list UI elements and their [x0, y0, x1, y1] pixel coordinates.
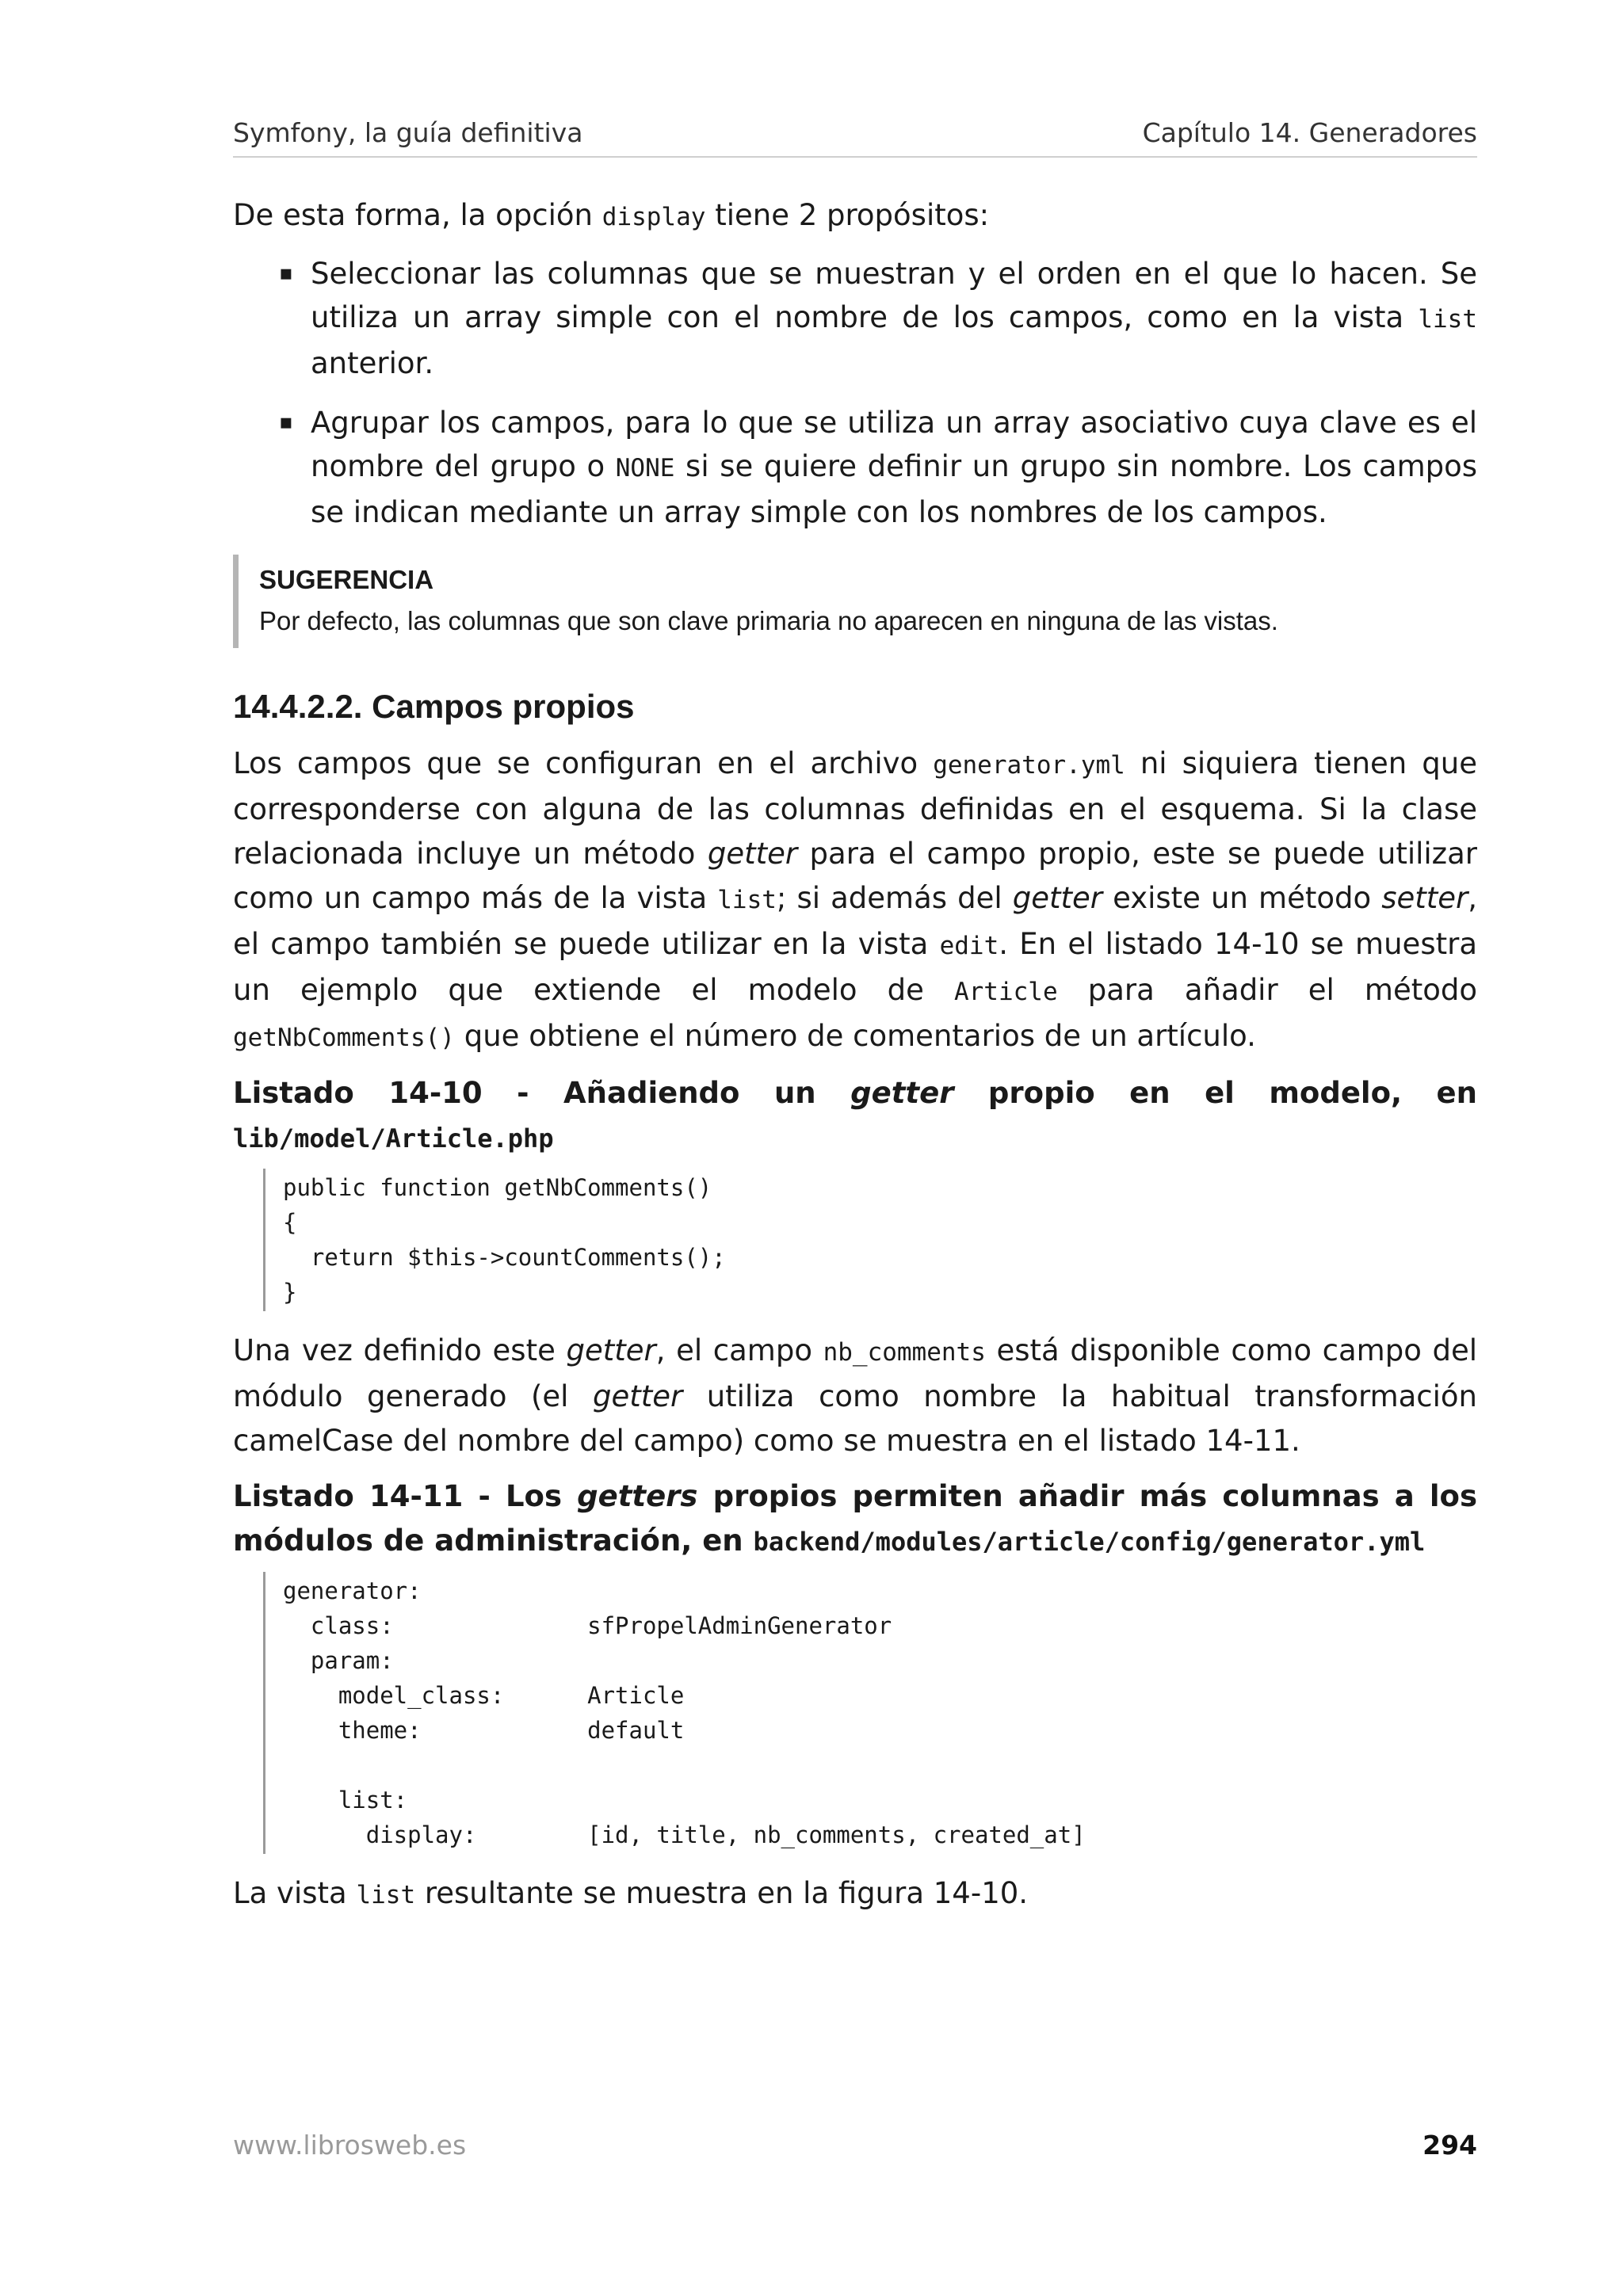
list-item-code: list [1418, 305, 1477, 334]
code-block-14-10 [263, 1169, 1477, 1311]
para-text: Los campos que se configuran en el archivo [233, 746, 934, 780]
code-line: display: [id, title, nb_comments, created_at] [283, 1821, 1086, 1848]
para-text: ni siquiera tienen que corresponderse con alguna de las columnas definidas en el esquema. Si la clase relacionada incluye un método [233, 746, 1477, 871]
para-emphasis: getter [566, 1333, 656, 1367]
page-header [233, 117, 1477, 158]
code-line: list: [283, 1787, 408, 1814]
para-text: que obtiene el número de comentarios de un artículo. [454, 1019, 1256, 1053]
list-item-text: Agrupar los campos, para lo que se utiliza un array asociativo cuya clave es el nombre del grupo o [311, 406, 1477, 483]
section-heading: 14.4.2.2. Campos propios [233, 688, 635, 725]
para-code: Article [953, 978, 1058, 1006]
intro-code-display: display [601, 203, 706, 231]
intro-text-1: De esta forma, la opción [233, 198, 602, 232]
para-emphasis: setter [1381, 881, 1468, 915]
listing-title-emphasis: getters [577, 1479, 698, 1513]
list-item-text: anterior. [311, 346, 434, 380]
tip-title: SUGERENCIA [259, 565, 434, 594]
para-text: , el campo también se puede utilizar en la vista [233, 881, 1478, 961]
chapter-title: Capítulo 14. Generadores [1142, 117, 1477, 148]
para-text: existe un método [1102, 881, 1382, 915]
tip-text: Por defecto, las columnas que son clave primaria no aparecen en ninguna de las vistas. [259, 606, 1278, 635]
list-item [279, 401, 1478, 534]
para-code: list [356, 1881, 416, 1909]
para-code: edit [939, 932, 999, 960]
para-text: Una vez definido este [233, 1333, 567, 1367]
para-text: La vista [233, 1876, 357, 1910]
result-paragraph [233, 1871, 1477, 1917]
code-line: theme: default [283, 1717, 685, 1744]
list-item [279, 252, 1477, 385]
page-content [233, 193, 1477, 1917]
listing-title-text: Listado 14-10 - Añadiendo un [233, 1076, 851, 1110]
list-item-text: si se quiere definir un grupo sin nombre. Los campos se indican mediante un array simple con los nombres de los campos. [311, 449, 1478, 529]
code-block-14-11 [263, 1572, 1477, 1854]
code-line: return $this->countComments(); [283, 1244, 726, 1271]
bullet-square-icon: ▪ [279, 261, 293, 285]
list-item-code: NONE [615, 454, 675, 482]
code-line: public function getNbComments() [283, 1174, 712, 1201]
list-item-text: Seleccionar las columnas que se muestran y el orden en el que lo hacen. Se utiliza un array simple con el nombre de los campos, como en la vista [311, 257, 1477, 334]
page-number: 294 [1423, 2130, 1477, 2161]
para-code: getNbComments() [233, 1024, 455, 1052]
book-title: Symfony, la guía definitiva [233, 117, 583, 148]
tip-box [233, 555, 1477, 648]
para-text: utiliza como nombre la habitual transformación camelCase del nombre del campo) como se muestra en el listado 14-11. [233, 1379, 1477, 1458]
code-line: } [283, 1279, 297, 1306]
code-line [283, 1748, 1477, 1783]
para-text: . En el listado 14-10 se muestra un ejemplo que extiende el modelo de [233, 927, 1477, 1007]
listing-14-10-title [233, 1071, 1477, 1161]
custom-fields-paragraph [233, 742, 1477, 1060]
listing-title-code: backend/modules/article/config/generator.yml [753, 1527, 1426, 1557]
para-code: nb_comments [823, 1338, 986, 1367]
bullet-square-icon: ▪ [279, 410, 293, 434]
listing-title-text: propios permiten añadir más columnas a los módulos de administración, en [233, 1479, 1477, 1558]
listing-title-text: Listado 14-11 - Los [233, 1479, 578, 1513]
para-text: para añadir el método [1057, 973, 1477, 1007]
listing-title-text: propio en el modelo, en [953, 1076, 1477, 1110]
code-line: param: [283, 1647, 394, 1674]
intro-paragraph [233, 193, 1477, 239]
para-text: ; si además del [776, 881, 1013, 915]
listing-title-code: lib/model/Article.php [233, 1123, 554, 1154]
para-emphasis: getter [707, 837, 798, 871]
para-text: resultante se muestra en la figura 14-10. [415, 1876, 1029, 1910]
listing-title-emphasis: getter [850, 1076, 954, 1110]
para-text: , el campo [655, 1333, 823, 1367]
code-line: class: sfPropelAdminGenerator [283, 1612, 892, 1639]
para-code: generator.yml [933, 751, 1125, 780]
para-text: para el campo propio, este se puede utilizar como un campo más de la vista [233, 837, 1477, 915]
site-url: www.librosweb.es [233, 2130, 467, 2161]
code-line: generator: [283, 1577, 422, 1604]
purpose-list [233, 252, 1477, 534]
para-emphasis: getter [1012, 881, 1103, 915]
para-text: está disponible como campo del módulo generado (el [233, 1333, 1477, 1413]
code-line: model_class: Article [283, 1682, 685, 1709]
para-emphasis: getter [592, 1379, 683, 1413]
intro-text-2: tiene 2 propósitos: [705, 198, 990, 232]
getter-paragraph [233, 1329, 1477, 1463]
page-footer [233, 2130, 1477, 2161]
code-line: { [283, 1209, 297, 1236]
listing-14-11-title [233, 1474, 1477, 1564]
para-code: list [717, 886, 777, 914]
